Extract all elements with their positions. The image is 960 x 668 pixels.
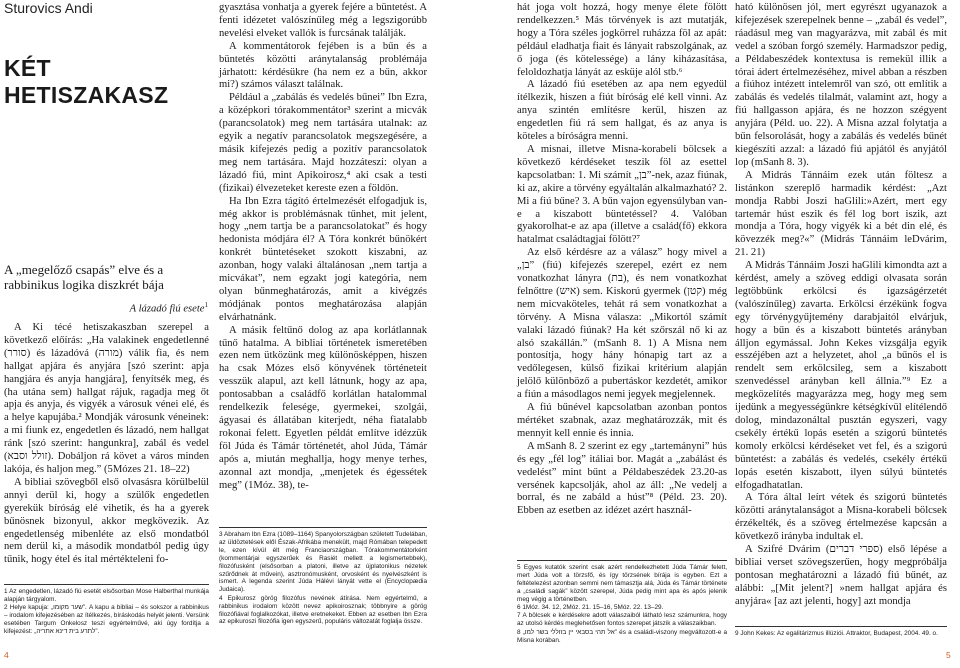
subsection-text: A lázadó fiú esete bbox=[129, 303, 205, 315]
paragraph: hát joga volt hozzá, hogy menye élete fölött rendelkezzen.⁵ Más törvények is azt mutatják, hogy a Tóra széles jogkörrel ruházza föl az apát: például eladhatja fiait és lányait rabszolgának, az ő joga (és kötelessége) a lány kiházasítása, feloldozhatja lányát az esküje alól stb.⁶ bbox=[517, 2, 727, 78]
footnote: 6 1Móz. 34. 12, 2Móz. 21. 15–16, 5Móz. 22. 13–29. bbox=[517, 604, 664, 612]
footnote: 7 A bölcsek e kérdésekre adott válaszaiból látható lesz számunkra, hogy az utolsó kérdés meglehetősen fontos szerepet játszik a válaszaikban. bbox=[517, 612, 727, 628]
paragraph: A mSanh 8. 2 szerint ez egy „tartemányni” hús és egy „fél log” itáliai bor. Magát a „zabálást és vedelést” mint bűnt a Példabeszédek 23.20-as versének kapcsolják, ahol az áll: „Ne vedelj a borral, és ne zabáld a húst”⁸ (Péld. 23. 20). Ebben az esetben az idézet azért használ- bbox=[517, 440, 727, 517]
page-number-left: 4 bbox=[4, 650, 9, 660]
paragraph: Az első kérdésre az a válasz” hogy mivel a „בן” (fiú) kifejezés szerepel, ezért ez nem vonatkozhat lányra (בת), és nem vonatkozhat felnőttre (איש) sem. Kiskorú gyermek (קטן) még nem micvaköteles, tehát rá sem vonatkozhat a törvény. A Misna válasza: „Mikortól számít valaki lázadó fiúnak? Ha két szőrszál nő ki az alsó szakállán.” (mSanh 8. 1) A Misna nem pontosítja, hogy hány hónapig tart az a vedőlegesen, külső fizikai kritérium alapján jelölő különböző a pubertáskor kezdetét, amikor a fiún a másodlagos nemi jegyek megjelennek. bbox=[517, 247, 728, 401]
column-4 bbox=[735, 2, 947, 609]
paragraph: Például a „zabálás és vedelés bűnei” Ibn Ezra, a középkori tórakommentátor³ szerint a micvák (parancsolatok) meg nem tartására utalnak: az egyik a negatív parancsolatok megszegésére, a másik kifejezés pedig a pozitív parancsolatok meg nem tartására. Majd hozzáteszi: olyan a lázadó fiú, mint Apikoirosz,⁴ aki csak a testi (fizikai) élvezeteket kereste ezen a földön. bbox=[219, 92, 427, 194]
paragraph: A kommentátorok fejében is a bűn és a büntetés közötti aránytalanság problémája járhatott: kérdésükre (ha nem ez a bűn, akkor mi?) számos választ találnak. bbox=[219, 40, 427, 91]
footnotes-left bbox=[4, 584, 209, 636]
subsection-footnote-ref: 1 bbox=[204, 301, 208, 309]
footnote: 5 Egyes kutatók szerint csak azért rendelkezhetett Júda Támár felett, mert Júda volt a törzsfő, és így törzsének bírája is egyben. Ezt a feltételezést azonban semmi nem támasztja alá, Júda és Támár története a „családi sagák” között szerepel, Júda pedig mint apa és após jelenik meg végig a történetben. bbox=[517, 564, 727, 603]
paragraph: A Ki técé hetiszakaszban szerepel a következő előírás: „Ha valakinek engedetlenné (סורר) és lázadóvá (מורה) válik fia, és nem hallgat apjára és anyjára [szó szerint: apja hangjára és anyja hangjára], fenyítsék meg, és (ha utána sem) hallgat rájuk, ragadja meg őt apja és anyja, és vigyék a városuk vénei elé, és a helye kapujába.² Mondják városunk véneinek: a mi fiunk ez, engedetlen és lázadó, nem hallgat ránk [szó szerint: hangunkra], zabál és vedel (זולל וסבא). Dobáljon rá követ a város minden lakója, és haljon meg.” (5Mózes 21. 18–22) bbox=[4, 322, 209, 475]
footnote: 1 Az engedetlen, lázadó fiú esetét elsősorban Mose Halberthal munkája alapján tárgyalom. bbox=[4, 588, 209, 603]
footnotes-far-right bbox=[735, 626, 947, 638]
column-3 bbox=[517, 2, 727, 518]
footnotes-middle bbox=[219, 527, 427, 627]
author-name: Sturovics Andi bbox=[4, 0, 93, 16]
article-title bbox=[4, 55, 168, 109]
section-title: A „megelőző csapás” elve és a rabbinikus logika diszkrét bája bbox=[4, 262, 164, 292]
footnote: 3 Abraham Ibn Ezra (1089–1164) Spanyolországban született Tudelában, az üldöztetések elől Észak-Afrikába menekült, majd Rómában telepedett le, ezen kívül élt még Franciaországban. Tórakommentátorként (kommentárjai egyszerűek és Rasiét mellett a legismertebbek), filozófusként (elsősorban a platoni, illetve az újplatonikus nézetek szűrődnek át művein), asztronómusként, orvosként és nyelvészként is ismert. A legenda szerint Júda Hálévi lányát vette el (Encyclopædia Judaica). bbox=[219, 531, 427, 594]
subsection-title bbox=[110, 301, 208, 315]
title-line-1: KÉT bbox=[4, 55, 51, 81]
paragraph: A Midrás Tánnáim ezek után föltesz a listánkon szereplő harmadik kérdést: „Azt mondja Rabbi Joszi haGlili:»Azért, mert egy tartemár húst eszik és fél log bort iszik, azt mondja a Tóra, hogy vigyék ki a bét din elé, és kövezzék meg?«” (Midrás Tánnáim leDvárim, 21. 21) bbox=[735, 169, 947, 259]
paragraph: A másik feltűnő dolog az apa korlátlannak tűnő hatalma. A bibliai történetek ismeretében ezen nem ütközünk meg különösképpen, hiszen ha csak Mózes első könyvének történeteit vesszük alapul, azt kell látnunk, hogy az apa, pontosabban a családfő korlátlan hatalommal rendelkezik felesége, gyermekei, szolgái, ágyasai és állatában kiterjedt, néha fiatalabb rokonai felett. Egyetlen példát említve idézzük föl Júda és Támár történetét, ahol Júda, Támár após a, miután meghallja, hogy menye terhes, azonnal azt mondja, „menjetek és égessétek meg” (1Móz. 38), te- bbox=[219, 324, 427, 491]
page-number-right: 5 bbox=[946, 650, 951, 660]
paragraph: A Szifré Dvárim (ספרי דברים) első lépése a bibliai verset szövegszerűen, hogy megpróbálja pontosan meghatározni a lázadó fiú bűnét, az alábbi: „[Mit jelent?] »nem hallgat apjára és anyjára« [az azt jelenti, hogy] azt mondja bbox=[735, 544, 947, 607]
paragraph: A Tóra által leírt vétek és szigorú büntetés közötti aránytalanságot a Misna-korabeli bölcsek érzékelték, és a szöveg értelmezése kapcsán a következő irányba indultak el. bbox=[735, 492, 947, 543]
footnote: 2 Helye kapuja: „שער מקומו”. A kapu a bibliai – és sokszor a rabbinikus – irodalom kifejezésében az ítélkezés, bíráskodás helyét jelenti. Versünk esetében Targum Onkelosz teszi egyértelművé, aki úgy fordítja a kifejezést: „לתרע בית דינא אתריה”. bbox=[4, 604, 209, 636]
title-line-2: HETISZAKASZ bbox=[4, 82, 169, 108]
footnote: 9 John Kekes: Az egalitárizmus illúziói. Attraktor, Budapest, 2004. 49. o. bbox=[735, 630, 938, 637]
paragraph: Ha Ibn Ezra tágító értelmezését elfogadjuk is, még akkor is problémásnak tűnhet, mit jelent, hogy „nem tartja be a parancsolatokat” és hogy hedonista módjára él? A Tóra konkrét bűnökért konkrét büntetéseket szokott kiszabni, az azonban, hogy valaki általánosan „nem tartja a micvákat”, nem egzakt jogi kategória, nem olyan bűnmeghatározás, amit a kivégzés módjának pontos meghatározása alapján elvárhatnánk. bbox=[219, 195, 427, 323]
paragraph: ható különösen jól, mert egyrészt ugyanazok a kifejezések szerepelnek benne – „zabál és vedel”, ráadásul meg van magyarázva, mit zabál és mit vedel a szóban forgó személy. Harmadszor pedig, a Példabeszédek kontextusa is remekül illik a tórai ádert értelmezéséhez, mivel abban a részben a fiúhoz intézett intelemről van szó, ott említik a zabálás és vedelés tilalmát, valamint azt, hogy a fiú hallgasson apjára, és ne hozzon szégyent anyjára (Péld. uo. 22). A Misna azzal folytatja a bűn felsorolását, hogy a zabálás és vedelés bűnét kiegészíti azzal: a lázadó fiú apjától és anyjától lop (mSanh 8. 3). bbox=[735, 2, 947, 168]
footnote: 4 Epikurosz görög filozófus nevének átírása. Nem egyértelmű, a rabbinikus irodalom között nevez apikoirosznak; többnyire a görög filozófiával foglalkozókat, illetve eretnekeket. Ebben az esetben Ibn Ezra az epikuroszi filozófia igen egyszerű, populáris változatát foglalja össze. bbox=[219, 594, 427, 626]
column-1 bbox=[4, 322, 209, 567]
paragraph: A bibliai szövegből első olvasásra körülbelül annyi derül ki, hogy a szülők engedetlen gyerekük bíróság elé vihetik, és ha a gyerek bűnösnek bizonyul, akkor megkövezik. Az engedetlenség mibenléte az első mondatból nem derül ki, a második mondatból pedig úgy tűnik, hogy étel és ital mértékteleni fo- bbox=[4, 476, 209, 566]
paragraph: A lázadó fiú esetében az apa nem egyedül ítélkezik, hiszen a fiút bíróság elé kell vinni. Az anya szintén említésre kerül, hiszen az engedetlen fiú rá sem hallgat, és az anya is köteles a bíróságra menni. bbox=[517, 79, 727, 143]
paragraph: A misnai, illetve Misna-korabeli bölcsek a következő kérdéseket teszik föl az esettel kapcsolatban: 1. Mi számít „בן”-nek, azaz fiúnak, ki az, akire a törvény egyáltalán alkalmazható? 2. Mi a fiú bűne? 3. A bűn vajon egyensúlyban van-e a kiszabott büntetéssel? 4. Valóban gyakorolhat-e az apa (illetve a család(fő) ekkora hatalmat családtagjai fölött?⁷ bbox=[517, 143, 727, 246]
paragraph: A fiú bűnével kapcsolatban azonban pontos mértéket szabnak, azaz meghatározzák, mit és mennyit kell ennie és innia. bbox=[517, 402, 727, 439]
paragraph: gyasztása vonhatja a gyerek fejére a büntetést. A fenti idézetet valószínűleg még a legszigorúbb nevelési elveket vallók is furcsának találják. bbox=[219, 2, 427, 39]
footnotes-right bbox=[517, 560, 727, 645]
column-2 bbox=[219, 2, 427, 492]
paragraph: A Midrás Tánnáim Joszi haGlili kimondta azt a kérdést, amely a szöveg eddigi olvasata során legtöbbünk erkölcsi és igazságérzetét (valószínűleg) zavarta. Erkölcsi érzékünk fogva egy törvénygyűjtemény darabjaitól elvárjuk, hogy a bűn és a kiszabott büntetés arányban álljon egymással. John Kekes vizsgálja egyik esszéjében azt a helyzetet, ahol „a bűnös el is rendelt sem erkölcsileg, sem a kiszabott szenvedéssel arányban kell állnia.”⁹ Ez a megközelítés magyarázza meg, hogy meg sem ijedünk a megyességünkre kétségkívül elítélendő dolog, mindazonáltal pusztán egyszeri, vagy csekély értékű lopás esetén a szigorú büntetés komoly erkölcsi kérdéseket vet fel, és a szigorú büntetést: a zabálás és vedelés, csekély értékű lopás esetén kiszabott, ilyen súlyú büntetés elfogadhatatlan. bbox=[735, 260, 947, 491]
footnote: 8 „אל תהי בסבאי יין בזוללי בשר למו” és a családi-viszony megváltozott-e a Misna korában. bbox=[517, 628, 727, 644]
